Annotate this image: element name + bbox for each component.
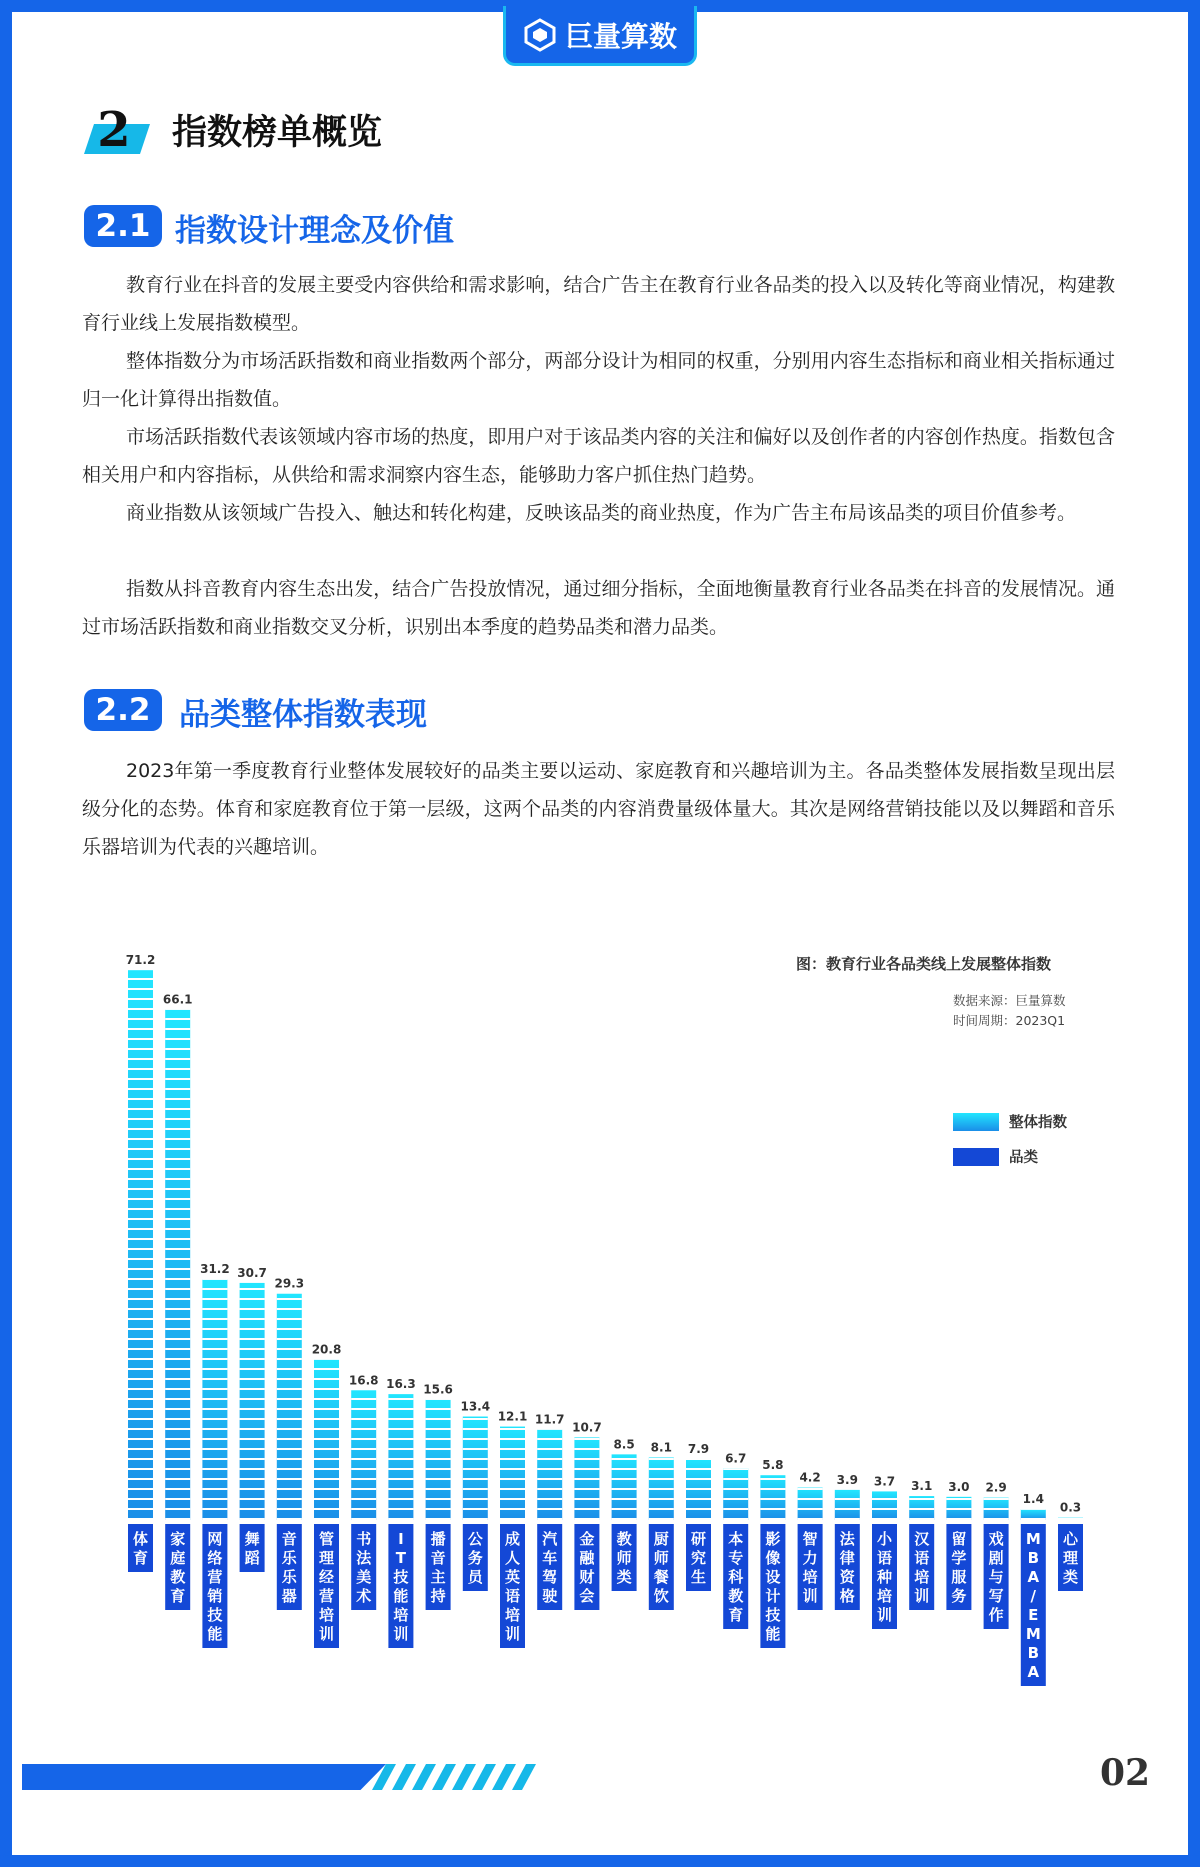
legend-label-index: 整体指数 — [1009, 1115, 1067, 1131]
bar-stripes-19 — [835, 1490, 860, 1520]
bar-stripes-2 — [202, 1279, 227, 1520]
category-label-4: 音乐乐器 — [281, 1530, 297, 1605]
category-label-22: 留学服务 — [951, 1530, 967, 1605]
bar-stripes-14 — [649, 1457, 674, 1520]
subsection-1-title: 指数设计理念及价值 — [175, 213, 454, 249]
category-label-17: 影像设计技能 — [765, 1530, 781, 1643]
bar-stripes-9 — [463, 1417, 488, 1520]
category-label-24: M B A / E M B A — [1025, 1530, 1041, 1681]
data-label-13: 8.5 — [613, 1437, 635, 1452]
data-label-2: 31.2 — [200, 1262, 230, 1277]
section-title: 指数榜单概览 — [172, 113, 383, 153]
bar-stripes-18 — [798, 1488, 823, 1520]
data-label-20: 3.7 — [873, 1474, 896, 1489]
footer-bar — [22, 1764, 386, 1790]
category-label-23: 戏剧与写作 — [988, 1530, 1004, 1624]
bar-stripes-13 — [612, 1454, 637, 1520]
data-label-3: 30.7 — [237, 1265, 267, 1280]
legend-item-category — [953, 1146, 1038, 1167]
bar-stripes-12 — [574, 1437, 599, 1520]
data-label-16: 6.7 — [725, 1451, 747, 1466]
paragraph-4: 商业指数从该领域广告投入、触达和转化构建，反映该品类的商业热度，作为广告主布局该品类的项目价值参考。 — [126, 502, 1077, 524]
brand-logo-icon — [523, 18, 557, 52]
legend-swatch-category — [953, 1148, 999, 1166]
paragraph-6: 2023年第一季度教育行业整体发展较好的品类主要以运动、家庭教育和兴趣培训为主。各品类整体发展指数呈现出层级分化的态势。体育和家庭教育位于第一层级，这两个品类的内容消费量级体量大。其次是网络营销技能以及以舞蹈和音乐乐器培训为代表的兴趣培训。 — [82, 760, 1115, 858]
category-label-2: 网络营销技能 — [207, 1530, 223, 1643]
data-label-5: 20.8 — [311, 1342, 342, 1357]
bar-chart — [110, 920, 1082, 1681]
bar-stripes-15 — [686, 1459, 711, 1520]
section-number-badge — [84, 100, 150, 158]
category-label-13: 教师类 — [616, 1530, 632, 1586]
category-label-20: 小语种培训 — [876, 1530, 893, 1624]
bar-stripes-5 — [314, 1359, 339, 1520]
category-label-15: 研究生 — [690, 1530, 707, 1586]
chart-period: 时间周期：2023Q1 — [953, 1013, 1066, 1028]
category-label-16: 本专科教育 — [728, 1530, 744, 1624]
data-label-9: 13.4 — [460, 1399, 491, 1414]
data-label-0: 71.2 — [125, 953, 156, 968]
bar-stripes-16 — [723, 1468, 748, 1520]
category-label-10: 成人英语培训 — [504, 1530, 521, 1643]
category-label-3: 舞蹈 — [244, 1530, 260, 1567]
chart-source: 数据来源：巨量算数 — [953, 993, 1066, 1008]
data-label-11: 11.7 — [534, 1412, 565, 1427]
bar-stripes-1 — [165, 1010, 190, 1520]
category-label-8: 播音主持 — [430, 1530, 446, 1605]
paragraph-1: 教育行业在抖音的发展主要受内容供给和需求影响，结合广告主在教育行业各品类的投入以及转化等商业情况，构建教育行业线上发展指数模型。 — [82, 274, 1115, 334]
bar-stripes-10 — [500, 1427, 525, 1520]
data-label-8: 15.6 — [423, 1382, 453, 1397]
subsection-1-number: 2.1 — [84, 205, 162, 247]
data-label-10: 12.1 — [497, 1409, 528, 1424]
bar-stripes-20 — [872, 1491, 897, 1520]
chart-title: 图：教育行业各品类线上发展整体指数 — [796, 955, 1052, 973]
category-label-0: 体育 — [132, 1530, 149, 1567]
bar-stripes-7 — [388, 1394, 413, 1520]
bar-stripes-0 — [128, 970, 153, 1520]
bar-stripes-21 — [909, 1496, 934, 1520]
category-label-1: 家庭教育 — [170, 1530, 186, 1605]
category-label-7: I T 技能培训 — [393, 1530, 409, 1643]
footer-stripes — [360, 1764, 536, 1790]
brand-name: 巨量算数 — [564, 19, 677, 53]
bar-stripes-25 — [1058, 1518, 1083, 1520]
bar-stripes-11 — [537, 1430, 562, 1520]
category-label-25: 心理类 — [1062, 1530, 1079, 1586]
data-label-21: 3.1 — [911, 1479, 933, 1494]
subsection-2-title: 品类整体指数表现 — [179, 697, 427, 733]
data-label-19: 3.9 — [836, 1472, 858, 1487]
category-label-21: 汉语培训 — [914, 1530, 930, 1605]
category-label-9: 公务员 — [467, 1530, 483, 1586]
legend-label-category: 品类 — [1009, 1150, 1038, 1166]
bar-stripes-17 — [760, 1475, 785, 1520]
brand-logo — [503, 6, 697, 66]
data-label-6: 16.8 — [348, 1373, 379, 1388]
bar-stripes-4 — [277, 1294, 302, 1520]
paragraph-5: 指数从抖音教育内容生态出发，结合广告投放情况，通过细分指标，全面地衡量教育行业各品类在抖音的发展情况。通过市场活跃指数和商业指数交叉分析，识别出本季度的趋势品类和潜力品类。 — [82, 578, 1115, 638]
legend-item-index — [953, 1111, 1067, 1132]
category-label-19: 法律资格 — [839, 1530, 855, 1605]
data-label-4: 29.3 — [274, 1276, 305, 1291]
data-label-14: 8.1 — [650, 1440, 672, 1455]
category-label-14: 厨师餐饮 — [653, 1530, 669, 1605]
bar-stripes-22 — [946, 1497, 971, 1520]
section-number: 2 — [97, 102, 131, 158]
data-label-1: 66.1 — [162, 992, 193, 1007]
data-label-24: 1.4 — [1022, 1492, 1044, 1507]
bar-stripes-3 — [240, 1283, 265, 1520]
paragraph-2: 整体指数分为市场活跃指数和商业指数两个部分，两部分设计为相同的权重，分别用内容生态指标和商业相关指标通过归一化计算得出指数值。 — [82, 350, 1115, 410]
data-label-7: 16.3 — [386, 1377, 416, 1392]
bar-stripes-23 — [984, 1498, 1009, 1520]
data-label-15: 7.9 — [687, 1441, 710, 1456]
category-label-6: 书法美术 — [356, 1530, 372, 1605]
paragraph-3: 市场活跃指数代表该领域内容市场的热度，即用户对于该品类内容的关注和偏好以及创作者的内容创作热度。指数包含相关用户和内容指标，从供给和需求洞察内容生态，能够助力客户抓住热门趋势。 — [82, 426, 1115, 486]
subsection-2-number: 2.2 — [84, 689, 162, 731]
bar-stripes-24 — [1021, 1509, 1046, 1520]
data-label-25: 0.3 — [1059, 1500, 1082, 1515]
data-label-22: 3.0 — [948, 1479, 970, 1494]
page-number: 02 — [1100, 1752, 1151, 1794]
legend-swatch-index — [953, 1113, 999, 1131]
data-label-12: 10.7 — [572, 1420, 602, 1435]
data-label-18: 4.2 — [799, 1470, 821, 1485]
category-label-5: 管理经营培训 — [318, 1530, 335, 1643]
bar-stripes-8 — [426, 1400, 451, 1520]
data-label-17: 5.8 — [762, 1458, 784, 1473]
bar-stripes-6 — [351, 1390, 376, 1520]
category-label-11: 汽车驾驶 — [542, 1530, 558, 1605]
category-label-18: 智力培训 — [802, 1530, 818, 1605]
category-label-12: 金融财会 — [579, 1530, 595, 1605]
data-label-23: 2.9 — [985, 1480, 1007, 1495]
